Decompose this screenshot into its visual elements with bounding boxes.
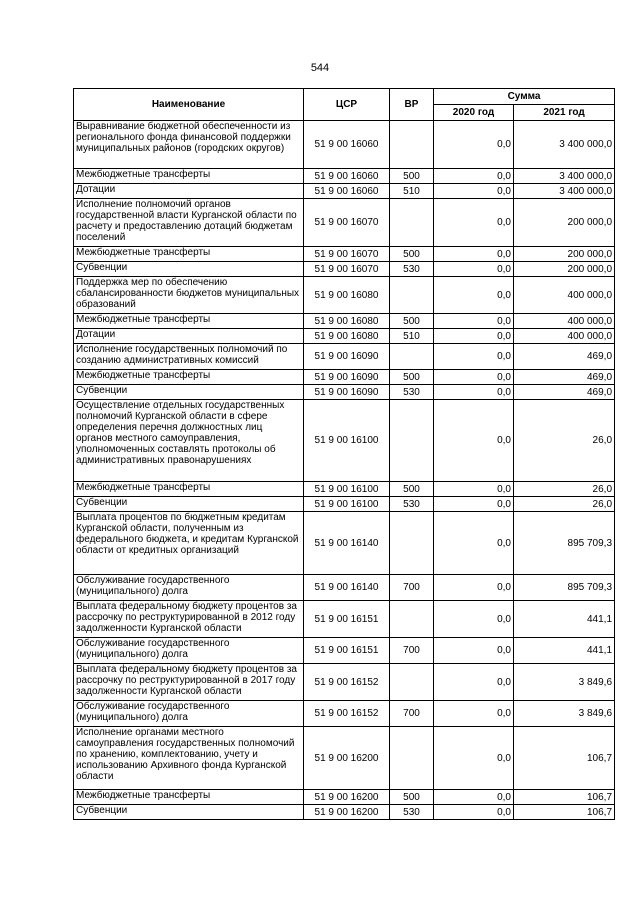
row-2021: 106,7: [514, 727, 615, 790]
table-row: [74, 329, 615, 344]
row-name: Обслуживание государственного (муниципального) долга: [74, 575, 304, 601]
row-vr: [390, 601, 434, 638]
row-name: Осуществление отдельных государственных полномочий Курганской области в сфере определения перечня должностных лиц органов местного самоуправления, уполномоченных составлять протоколы об административных правонарушениях: [74, 400, 304, 482]
row-name: Межбюджетные трансферты: [74, 370, 304, 385]
row-csr: 51 9 00 16090: [304, 370, 390, 385]
row-2021: 441,1: [514, 638, 615, 664]
row-csr: 51 9 00 16152: [304, 664, 390, 701]
table-row: [74, 199, 615, 247]
row-2021: 3 400 000,0: [514, 169, 615, 184]
row-name: Межбюджетные трансферты: [74, 247, 304, 262]
table-row: [74, 512, 615, 575]
row-name: Межбюджетные трансферты: [74, 314, 304, 329]
row-csr: 51 9 00 16090: [304, 344, 390, 370]
table-row: [74, 344, 615, 370]
row-csr: 51 9 00 16070: [304, 199, 390, 247]
row-2021: 3 849,6: [514, 701, 615, 727]
row-csr: 51 9 00 16060: [304, 121, 390, 169]
row-name: Исполнение государственных полномочий по созданию административных комиссий: [74, 344, 304, 370]
row-2021: 26,0: [514, 482, 615, 497]
table-row: [74, 169, 615, 184]
row-2020: 0,0: [434, 512, 514, 575]
table-row: [74, 482, 615, 497]
table-row: [74, 638, 615, 664]
row-2020: 0,0: [434, 575, 514, 601]
row-csr: 51 9 00 16070: [304, 247, 390, 262]
row-2020: 0,0: [434, 247, 514, 262]
row-csr: 51 9 00 16080: [304, 314, 390, 329]
table-row: [74, 575, 615, 601]
row-2021: 895 709,3: [514, 512, 615, 575]
row-2021: 3 400 000,0: [514, 121, 615, 169]
row-2020: 0,0: [434, 790, 514, 805]
table-row: [74, 314, 615, 329]
row-name: Межбюджетные трансферты: [74, 482, 304, 497]
row-2021: 200 000,0: [514, 262, 615, 277]
row-name: Выплата процентов по бюджетным кредитам Курганской области, полученным из федерального бюджета, и кредитам Курганской области от кредитных организаций: [74, 512, 304, 575]
row-2021: 3 849,6: [514, 664, 615, 701]
row-2021: 26,0: [514, 497, 615, 512]
row-2020: 0,0: [434, 497, 514, 512]
row-2020: 0,0: [434, 400, 514, 482]
table-row: [74, 664, 615, 701]
table-row: [74, 400, 615, 482]
table-row: [74, 790, 615, 805]
row-csr: 51 9 00 16080: [304, 329, 390, 344]
row-csr: 51 9 00 16140: [304, 512, 390, 575]
row-csr: 51 9 00 16060: [304, 169, 390, 184]
row-csr: 51 9 00 16200: [304, 727, 390, 790]
row-vr: 500: [390, 169, 434, 184]
row-csr: 51 9 00 16100: [304, 482, 390, 497]
table-row: [74, 121, 615, 169]
row-csr: 51 9 00 16060: [304, 184, 390, 199]
row-2020: 0,0: [434, 169, 514, 184]
row-csr: 51 9 00 16100: [304, 400, 390, 482]
row-name: Поддержка мер по обеспечению сбалансированности бюджетов муниципальных образований: [74, 277, 304, 314]
row-2020: 0,0: [434, 482, 514, 497]
row-vr: 500: [390, 790, 434, 805]
row-csr: 51 9 00 16151: [304, 601, 390, 638]
row-2021: 200 000,0: [514, 199, 615, 247]
row-vr: 500: [390, 482, 434, 497]
row-2020: 0,0: [434, 664, 514, 701]
row-name: Субвенции: [74, 805, 304, 820]
table-row: [74, 247, 615, 262]
table-row: [74, 805, 615, 820]
row-name: Дотации: [74, 329, 304, 344]
row-vr: 700: [390, 701, 434, 727]
table-row: [74, 701, 615, 727]
row-2020: 0,0: [434, 601, 514, 638]
row-vr: 530: [390, 497, 434, 512]
row-2020: 0,0: [434, 184, 514, 199]
row-2021: 106,7: [514, 790, 615, 805]
table-row: [74, 262, 615, 277]
header-2021: 2021 год: [514, 105, 615, 121]
row-vr: [390, 727, 434, 790]
row-vr: 500: [390, 370, 434, 385]
table-row: [74, 727, 615, 790]
row-2021: 3 400 000,0: [514, 184, 615, 199]
row-name: Выплата федеральному бюджету процентов за рассрочку по реструктурированной в 2017 году задолженности Курганской области: [74, 664, 304, 701]
table-row: [74, 497, 615, 512]
row-2020: 0,0: [434, 701, 514, 727]
row-vr: 530: [390, 805, 434, 820]
row-2021: 469,0: [514, 385, 615, 400]
row-2020: 0,0: [434, 329, 514, 344]
table-row: [74, 385, 615, 400]
header-sum: Сумма: [434, 89, 615, 105]
row-name: Выравнивание бюджетной обеспеченности из регионального фонда финансовой поддержки муниципальных районов (городских округов): [74, 121, 304, 169]
row-name: Субвенции: [74, 385, 304, 400]
table-row: [74, 277, 615, 314]
row-2021: 400 000,0: [514, 329, 615, 344]
row-2020: 0,0: [434, 344, 514, 370]
row-2020: 0,0: [434, 199, 514, 247]
row-vr: [390, 199, 434, 247]
row-vr: [390, 512, 434, 575]
table-row: [74, 184, 615, 199]
row-csr: 51 9 00 16151: [304, 638, 390, 664]
row-vr: [390, 344, 434, 370]
row-name: Обслуживание государственного (муниципального) долга: [74, 701, 304, 727]
row-name: Обслуживание государственного (муниципального) долга: [74, 638, 304, 664]
row-name: Дотации: [74, 184, 304, 199]
row-csr: 51 9 00 16070: [304, 262, 390, 277]
row-name: Выплата федеральному бюджету процентов за рассрочку по реструктурированной в 2012 году задолженности Курганской области: [74, 601, 304, 638]
row-vr: 500: [390, 247, 434, 262]
row-vr: 510: [390, 329, 434, 344]
row-2020: 0,0: [434, 638, 514, 664]
header-csr: ЦСР: [304, 89, 390, 121]
row-2021: 106,7: [514, 805, 615, 820]
row-vr: 510: [390, 184, 434, 199]
row-csr: 51 9 00 16200: [304, 805, 390, 820]
row-2020: 0,0: [434, 121, 514, 169]
row-2021: 895 709,3: [514, 575, 615, 601]
row-2020: 0,0: [434, 385, 514, 400]
table-row: [74, 601, 615, 638]
row-2020: 0,0: [434, 277, 514, 314]
row-csr: 51 9 00 16080: [304, 277, 390, 314]
row-name: Межбюджетные трансферты: [74, 169, 304, 184]
row-2021: 26,0: [514, 400, 615, 482]
row-vr: [390, 400, 434, 482]
row-name: Субвенции: [74, 262, 304, 277]
row-2021: 441,1: [514, 601, 615, 638]
row-name: Исполнение органами местного самоуправления государственных полномочий по хранению, комплектованию, учету и использованию Архивного фонда Курганской области: [74, 727, 304, 790]
row-2021: 400 000,0: [514, 277, 615, 314]
row-2020: 0,0: [434, 370, 514, 385]
row-vr: [390, 121, 434, 169]
row-vr: [390, 664, 434, 701]
row-name: Межбюджетные трансферты: [74, 790, 304, 805]
row-csr: 51 9 00 16200: [304, 790, 390, 805]
row-csr: 51 9 00 16140: [304, 575, 390, 601]
row-2020: 0,0: [434, 805, 514, 820]
row-vr: 500: [390, 314, 434, 329]
row-2021: 200 000,0: [514, 247, 615, 262]
row-2020: 0,0: [434, 727, 514, 790]
row-2021: 400 000,0: [514, 314, 615, 329]
table-body: [74, 121, 615, 820]
row-2021: 469,0: [514, 344, 615, 370]
row-vr: 530: [390, 262, 434, 277]
row-2020: 0,0: [434, 262, 514, 277]
row-csr: 51 9 00 16152: [304, 701, 390, 727]
row-2021: 469,0: [514, 370, 615, 385]
row-vr: 700: [390, 638, 434, 664]
header-vr: ВР: [390, 89, 434, 121]
row-csr: 51 9 00 16100: [304, 497, 390, 512]
row-name: Исполнение полномочий органов государственной власти Курганской области по расчету и предоставлению дотаций бюджетам поселений: [74, 199, 304, 247]
table-row: [74, 370, 615, 385]
row-vr: [390, 277, 434, 314]
header-2020: 2020 год: [434, 105, 514, 121]
row-name: Субвенции: [74, 497, 304, 512]
page-number: 544: [310, 62, 330, 74]
row-vr: 700: [390, 575, 434, 601]
header-name: Наименование: [74, 89, 304, 121]
row-2020: 0,0: [434, 314, 514, 329]
row-csr: 51 9 00 16090: [304, 385, 390, 400]
row-vr: 530: [390, 385, 434, 400]
budget-table: [73, 88, 615, 820]
